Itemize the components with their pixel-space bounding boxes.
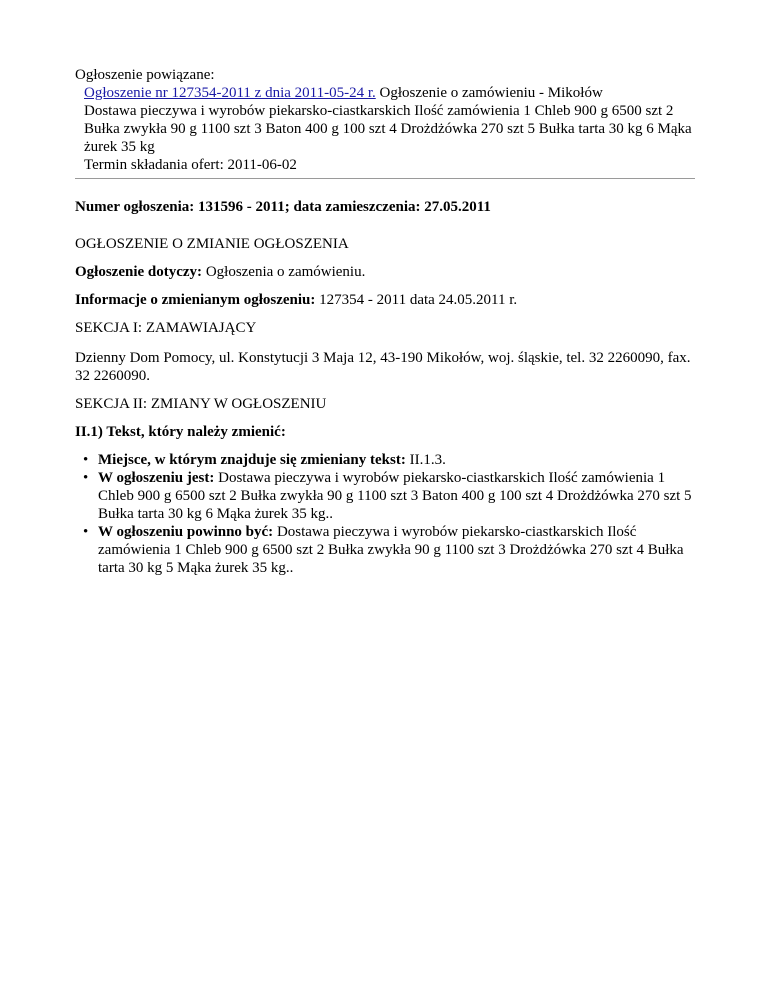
notice-info-label: Informacje o zmienianym ogłoszeniu:	[75, 292, 316, 308]
section1-heading: SEKCJA I: ZAMAWIAJĄCY	[75, 320, 257, 336]
new-text-label: W ogłoszeniu powinno być:	[98, 524, 274, 540]
document-page	[75, 66, 695, 577]
new-text-value: Dostawa pieczywa i wyrobów piekarsko-ciastkarskich Ilość zamówienia 1 Chleb 900 g 6500 szt 2 Bułka zwykła 90 g 1100 szt 3 Drożdżówka 270 szt 4 Bułka tarta 30 kg 5 Mąka żurek 35 kg..	[98, 524, 684, 576]
notice-number: Numer ogłoszenia: 131596 - 2011; data zamieszczenia: 27.05.2011	[75, 199, 491, 215]
section2-heading: SEKCJA II: ZMIANY W OGŁOSZENIU	[75, 396, 327, 412]
section1-address: Dzienny Dom Pomocy, ul. Konstytucji 3 Maja 12, 43-190 Mikołów, woj. śląskie, tel. 32 2260090, fax. 32 2260090.	[75, 350, 691, 384]
change-location-label: Miejsce, w którym znajduje się zmieniany tekst:	[98, 452, 406, 468]
list-item	[83, 523, 695, 577]
separator-line	[75, 178, 695, 179]
current-text-label: W ogłoszeniu jest:	[98, 470, 215, 486]
list-item	[83, 469, 695, 523]
changes-list	[75, 451, 695, 577]
section2-subheading: II.1) Tekst, który należy zmienić:	[75, 424, 286, 440]
related-notice-deadline: Termin składania ofert: 2011-06-02	[84, 157, 297, 173]
notice-concerns-label: Ogłoszenie dotyczy:	[75, 264, 203, 280]
related-notice-title	[84, 84, 695, 102]
related-notice-title-rest: Ogłoszenie o zamówieniu - Mikołów	[375, 85, 603, 101]
notice-concerns-value: Ogłoszenia o zamówieniu.	[202, 264, 366, 280]
bullet-icon: •	[83, 524, 89, 540]
notice-info-value: 127354 - 2011 data 24.05.2011 r.	[315, 292, 518, 308]
change-location-value: II.1.3.	[405, 452, 446, 468]
bullet-icon: •	[83, 452, 89, 468]
related-notice-description: Dostawa pieczywa i wyrobów piekarsko-ciastkarskich Ilość zamówienia 1 Chleb 900 g 6500 szt 2 Bułka zwykła 90 g 1100 szt 3 Baton 400 g 100 szt 4 Drożdżówka 270 szt 5 Bułka tarta 30 kg 6 Mąka żurek 35 kg	[84, 103, 692, 155]
notice-info	[75, 291, 695, 309]
notice-heading: OGŁOSZENIE O ZMIANIE OGŁOSZENIA	[75, 236, 349, 252]
bullet-icon: •	[83, 470, 89, 486]
notice-concerns	[75, 263, 695, 281]
related-notice-label: Ogłoszenie powiązane:	[75, 67, 215, 83]
related-notice-block	[75, 84, 695, 174]
current-text-value: Dostawa pieczywa i wyrobów piekarsko-ciastkarskich Ilość zamówienia 1 Chleb 900 g 6500 szt 2 Bułka zwykła 90 g 1100 szt 3 Baton 400 g 100 szt 4 Drożdżówka 270 szt 5 Bułka tarta 30 kg 6 Mąka żurek 35 kg..	[98, 470, 692, 522]
related-notice-link[interactable]: Ogłoszenie nr 127354-2011 z dnia 2011-05-24 r.	[84, 85, 376, 101]
list-item	[83, 451, 695, 469]
